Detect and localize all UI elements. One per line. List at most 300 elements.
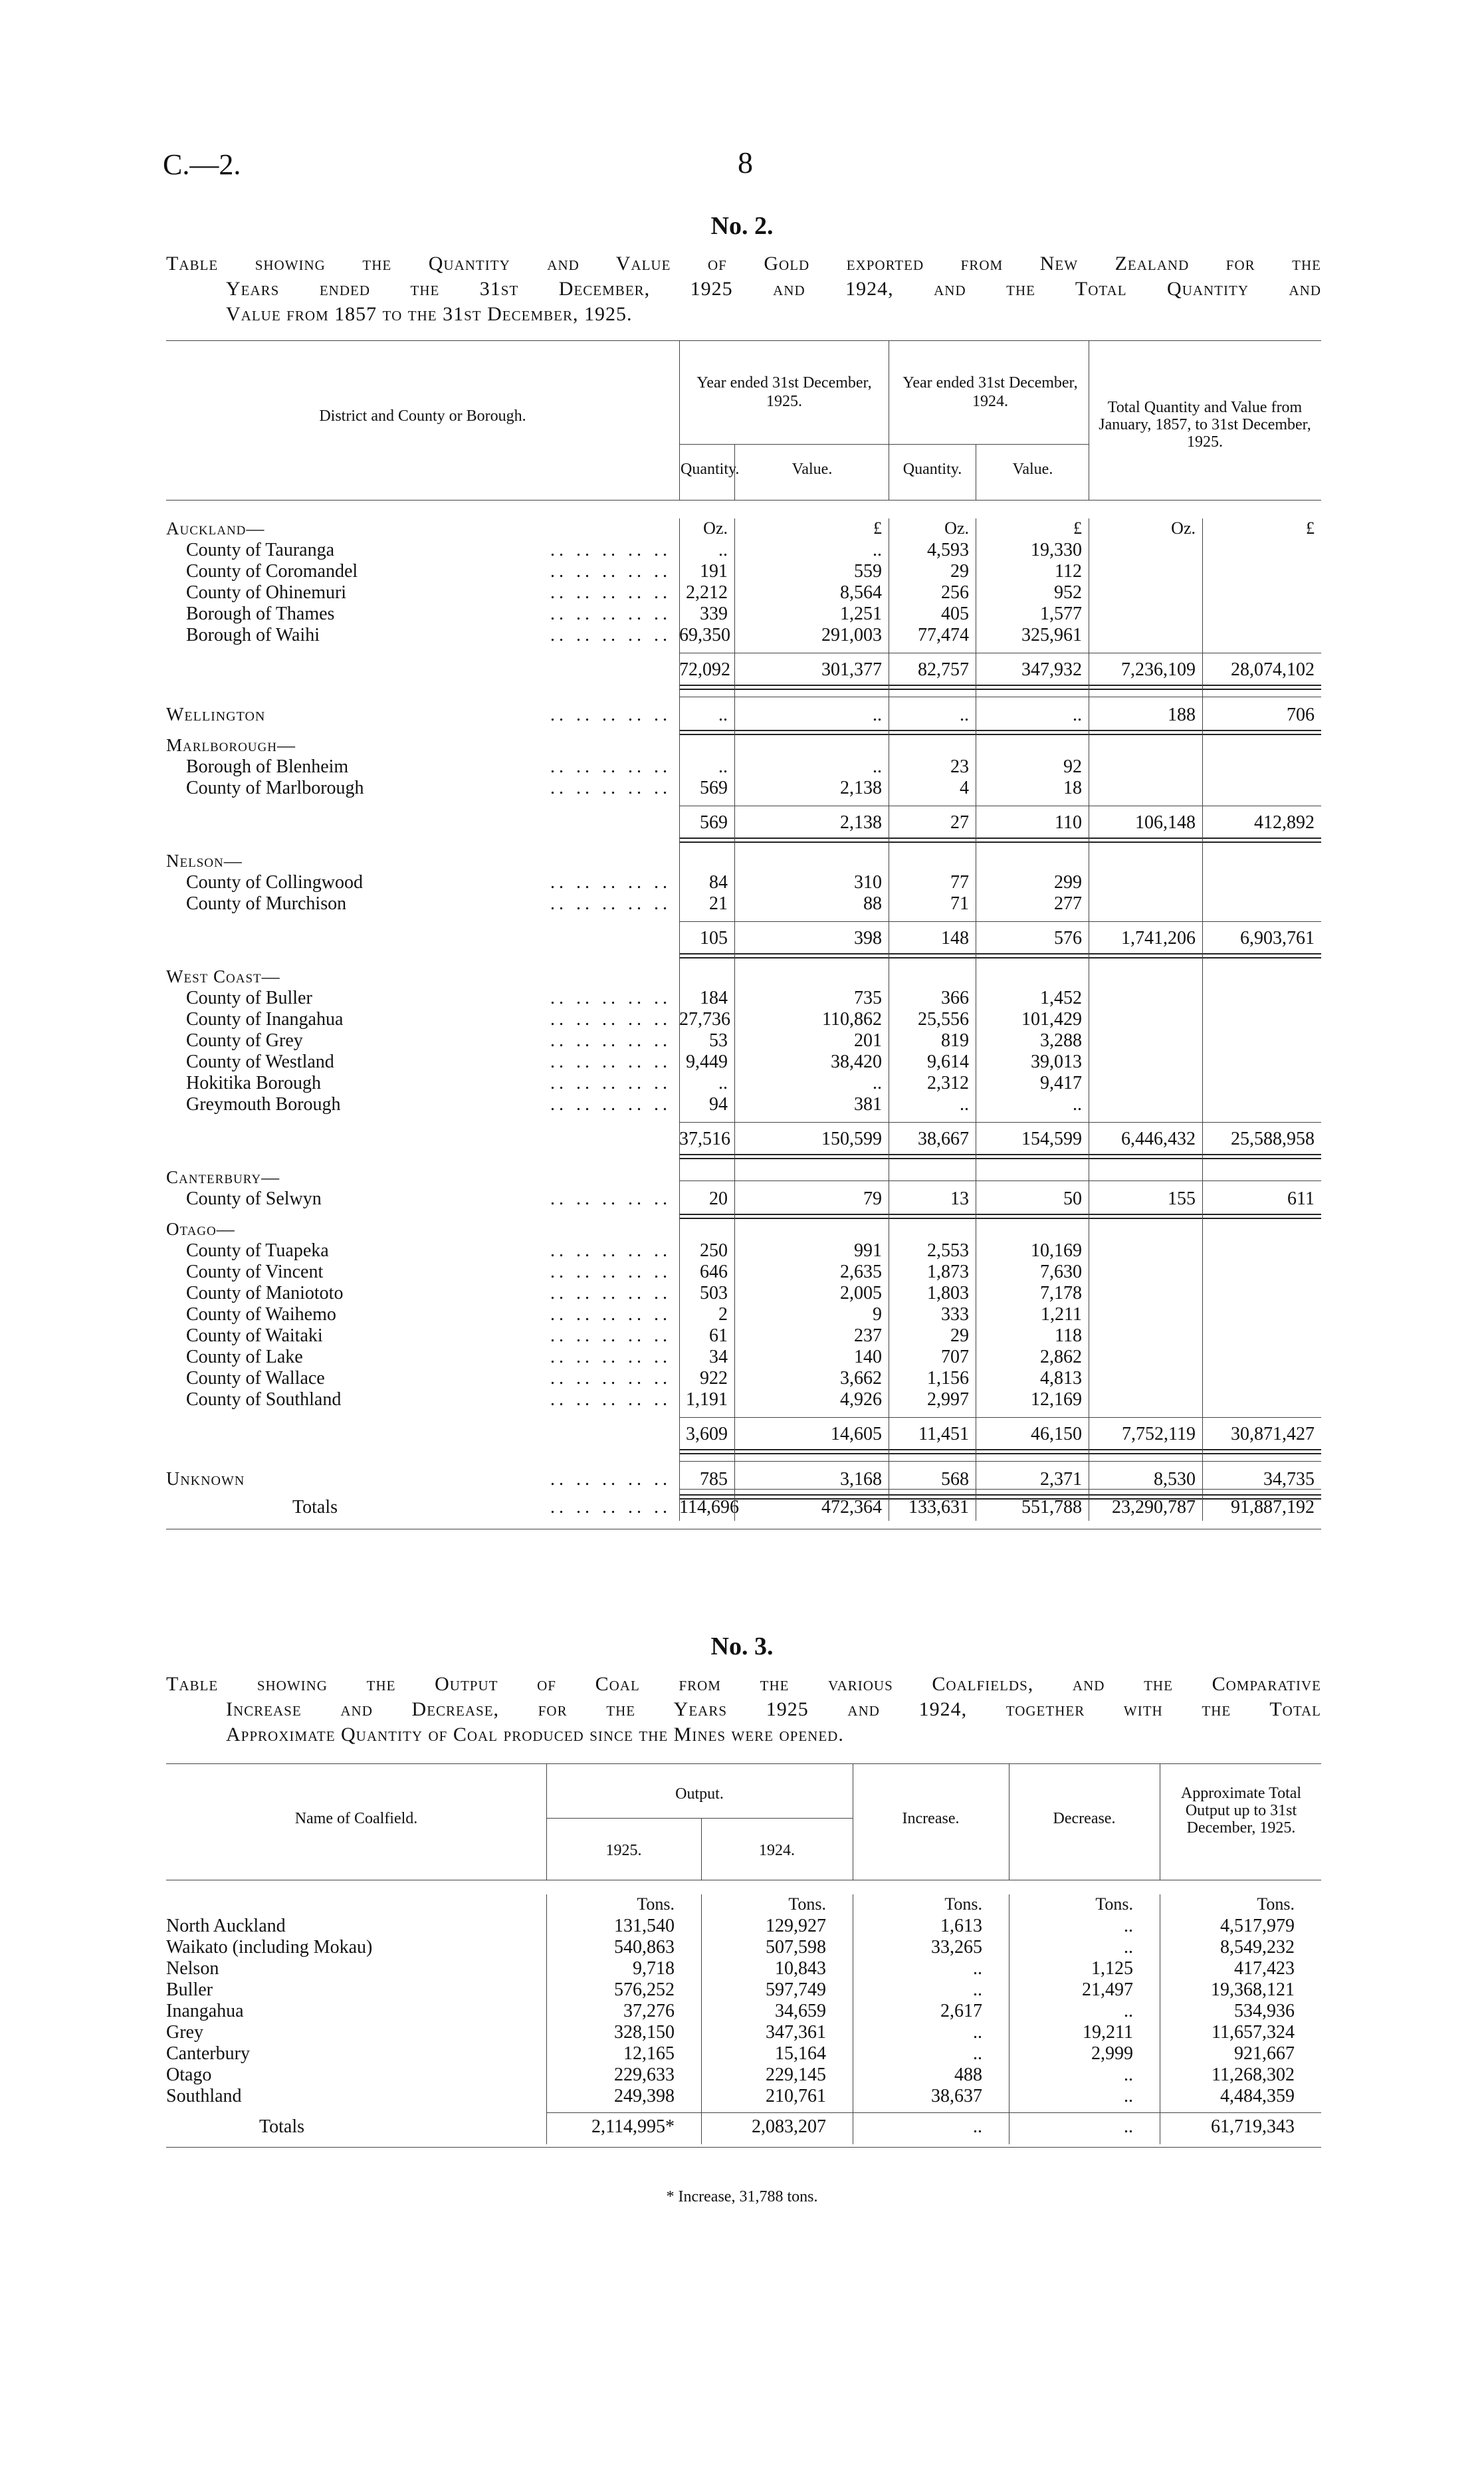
- coal-total-output: 11,268,302: [1212, 2065, 1295, 2085]
- gold-value-1924: ..: [1073, 1094, 1082, 1115]
- gold-quantity-1924: 25,556: [918, 1009, 969, 1030]
- coalfield-name: Grey: [166, 2022, 203, 2043]
- gold-row-name: County of Grey: [186, 1030, 303, 1051]
- coal-decrease: ..: [1124, 1916, 1133, 1936]
- gold-total-quantity: 23,290,787: [1112, 1497, 1196, 1517]
- gold-value-1924: 39,013: [1031, 1052, 1082, 1072]
- gold-quantity-1925: 184: [700, 988, 728, 1008]
- gold-unit-label: £: [1306, 518, 1315, 538]
- coal-increase: 38,637: [931, 2086, 982, 2106]
- table-rule: [679, 1494, 1321, 1500]
- gold-row-name: County of Wallace: [186, 1368, 325, 1389]
- coal-output-1925: 37,276: [623, 2001, 675, 2021]
- gold-group-heading: Nelson—: [166, 851, 243, 871]
- coal-caption-line-2: Increase and Decrease, for the Years 1925 and 1924, together with the Total: [226, 1698, 1321, 1720]
- gold-value-1924: 299: [1054, 872, 1082, 893]
- coal-decrease: ..: [1124, 2086, 1133, 2106]
- leader-dots: .. .. .. .. ..: [550, 625, 671, 645]
- gold-value-1924: 112: [1055, 561, 1082, 582]
- gold-quantity-1924: 77: [950, 872, 969, 893]
- coal-increase: ..: [973, 2043, 982, 2064]
- gold-value-1925-header: Value.: [792, 461, 833, 478]
- gold-quantity-1925: 922: [700, 1368, 728, 1389]
- column-divider: [701, 1894, 702, 2144]
- coal-increase: 33,265: [931, 1937, 982, 1958]
- leader-dots: .. .. .. .. ..: [550, 540, 671, 560]
- gold-total-value: 706: [1287, 705, 1315, 725]
- gold-group-heading: Auckland—: [166, 518, 265, 538]
- leader-dots: .. .. .. .. ..: [550, 1497, 671, 1517]
- coalfield-name: Otago: [166, 2065, 212, 2085]
- gold-row-name: Totals: [292, 1497, 338, 1517]
- gold-subtotal-quantity-1924: 148: [941, 928, 969, 949]
- coal-total-output: 534,936: [1234, 2001, 1295, 2021]
- gold-group-heading: Canterbury—: [166, 1167, 280, 1187]
- coal-top-rule: [166, 1763, 1321, 1764]
- gold-value-1924: 7,178: [1040, 1283, 1082, 1303]
- gold-value-1925: 8,564: [840, 582, 882, 603]
- gold-quantity-1924-header: Quantity.: [902, 461, 962, 478]
- gold-subtotal-total-value: 28,074,102: [1231, 659, 1315, 680]
- table-rule: [679, 1489, 1321, 1490]
- gold-value-1925: 79: [863, 1188, 882, 1209]
- gold-row-name: County of Westland: [186, 1052, 334, 1072]
- coal-total-1925: 2,114,995*: [591, 2116, 675, 2137]
- leader-dots: .. .. .. .. ..: [550, 1009, 671, 1030]
- coal-increase: 1,613: [940, 1916, 982, 1936]
- gold-header-bottom-rule: [166, 500, 1321, 501]
- coal-output-1924: 34,659: [775, 2001, 826, 2021]
- gold-value-1924: 952: [1054, 582, 1082, 603]
- gold-quantity-1924: 333: [941, 1304, 969, 1325]
- gold-row-name: County of Marlborough: [186, 778, 364, 798]
- gold-value-1925: 110,862: [822, 1009, 882, 1030]
- gold-quantity-1925: 250: [700, 1240, 728, 1261]
- coal-total-1924: 2,083,207: [752, 2116, 826, 2137]
- coal-output-header: Output.: [675, 1785, 724, 1803]
- gold-unit-label: £: [1073, 518, 1082, 538]
- coal-decrease: ..: [1124, 2065, 1133, 2085]
- gold-quantity-1924: ..: [960, 705, 969, 725]
- coal-decrease: ..: [1124, 1937, 1133, 1958]
- gold-subtotal-value-1924: 46,150: [1031, 1424, 1082, 1444]
- gold-quantity-1924: 2,997: [927, 1389, 969, 1410]
- gold-row-name: County of Buller: [186, 988, 312, 1008]
- coal-total-header: Approximate Total Output up to 31st December, 1925.: [1180, 1785, 1302, 1837]
- gold-quantity-1925: 339: [700, 604, 728, 624]
- leader-dots: .. .. .. .. ..: [550, 988, 671, 1008]
- gold-row-name: County of Vincent: [186, 1262, 324, 1282]
- gold-row-name: Greymouth Borough: [186, 1094, 341, 1115]
- column-divider: [1202, 518, 1203, 1521]
- table-rule: [679, 1461, 1321, 1462]
- gold-value-1924: 1,211: [1041, 1304, 1082, 1325]
- gold-value-1924: 9,417: [1040, 1073, 1082, 1093]
- gold-row-name: County of Waihemo: [186, 1304, 336, 1325]
- gold-value-1925: 1,251: [840, 604, 882, 624]
- gold-quantity-1924: 1,873: [927, 1262, 969, 1282]
- gold-value-1925: 991: [854, 1240, 882, 1261]
- coal-total-increase: ..: [973, 2116, 982, 2137]
- gold-quantity-1924: 819: [941, 1030, 969, 1051]
- coal-unit-label: Tons.: [1095, 1894, 1133, 1914]
- leader-dots: .. .. .. .. ..: [550, 1283, 671, 1303]
- gold-total-quantity: 8,530: [1154, 1469, 1196, 1490]
- coal-bottom-rule: [166, 2147, 1321, 2148]
- gold-value-1925: 310: [854, 872, 882, 893]
- gold-value-1924: 12,169: [1031, 1389, 1082, 1410]
- gold-caption-line-1: Table showing the Quantity and Value of Gold exported from New Zealand for the: [166, 253, 1321, 275]
- gold-quantity-1925: 94: [709, 1094, 728, 1115]
- gold-row-name: County of Ohinemuri: [186, 582, 347, 603]
- gold-value-1925: 559: [854, 561, 882, 582]
- gold-value-1924: 10,169: [1031, 1240, 1082, 1261]
- gold-subtotal-total-quantity: 7,236,109: [1121, 659, 1196, 680]
- page-reference: C.—2.: [163, 148, 241, 181]
- coal-output-1925: 540,863: [614, 1937, 675, 1958]
- coal-unit-label: Tons.: [1257, 1894, 1295, 1914]
- coalfield-name: Waikato (including Mokau): [166, 1937, 373, 1958]
- coal-increase: 2,617: [940, 2001, 982, 2021]
- gold-row-name: Borough of Blenheim: [186, 756, 349, 777]
- gold-total-value: 611: [1287, 1188, 1315, 1209]
- coal-output-1924: 507,598: [766, 1937, 826, 1958]
- gold-quantity-1925: 503: [700, 1283, 728, 1303]
- table-rule: [679, 1122, 1321, 1123]
- gold-quantity-1924: 707: [941, 1347, 969, 1367]
- coal-output-1925: 12,165: [623, 2043, 675, 2064]
- gold-subtotal-total-value: 6,903,761: [1240, 928, 1315, 949]
- gold-subtotal-total-quantity: 6,446,432: [1121, 1129, 1196, 1149]
- gold-1924-header: Year ended 31st December, 1924.: [902, 374, 1078, 410]
- gold-quantity-1925: ..: [718, 756, 728, 777]
- gold-quantity-1924: 366: [941, 988, 969, 1008]
- gold-value-1925: ..: [873, 540, 882, 560]
- gold-total-quantity: 155: [1168, 1188, 1196, 1209]
- coal-output-1924: 597,749: [766, 1979, 826, 2000]
- gold-value-1925: 140: [854, 1347, 882, 1367]
- divider: [546, 1818, 853, 1819]
- gold-value-1925: ..: [873, 756, 882, 777]
- coal-increase: ..: [973, 2022, 982, 2043]
- gold-quantity-1924: 4: [960, 778, 969, 798]
- gold-caption-line-3: Value from 1857 to the 31st December, 1925.: [226, 303, 633, 325]
- gold-subtotal-total-value: 412,892: [1254, 812, 1315, 833]
- coal-unit-label: Tons.: [788, 1894, 826, 1914]
- gold-value-1925: 381: [854, 1094, 882, 1115]
- leader-dots: .. .. .. .. ..: [550, 1052, 671, 1072]
- gold-quantity-1924: 4,593: [927, 540, 969, 560]
- gold-value-1925: 2,635: [840, 1262, 882, 1282]
- gold-value-1925: 9: [873, 1304, 882, 1325]
- gold-quantity-1925: 69,350: [679, 625, 730, 645]
- gold-subtotal-quantity-1924: 82,757: [918, 659, 969, 680]
- coal-unit-label: Tons.: [637, 1894, 675, 1914]
- table-rule: [679, 730, 1321, 735]
- leader-dots: .. .. .. .. ..: [550, 1094, 671, 1115]
- coal-total-output: 19,368,121: [1211, 1979, 1295, 2000]
- gold-quantity-1924: 133,631: [908, 1497, 969, 1517]
- gold-value-1925: ..: [873, 705, 882, 725]
- gold-quantity-1924: 1,803: [927, 1283, 969, 1303]
- gold-value-1924: 92: [1063, 756, 1082, 777]
- gold-value-1924: 2,371: [1040, 1469, 1082, 1490]
- column-divider: [679, 518, 680, 1521]
- gold-value-1924: 1,452: [1040, 988, 1082, 1008]
- gold-quantity-1925: 53: [709, 1030, 728, 1051]
- gold-value-1924-header: Value.: [1012, 461, 1053, 478]
- gold-subtotal-value-1924: 576: [1054, 928, 1082, 949]
- gold-value-1924: 3,288: [1040, 1030, 1082, 1051]
- gold-row-name: Borough of Waihi: [186, 625, 320, 645]
- gold-subtotal-total-quantity: 1,741,206: [1121, 928, 1196, 949]
- gold-subtotal-total-value: 25,588,958: [1231, 1129, 1315, 1149]
- coal-caption-line-3: Approximate Quantity of Coal produced since the Mines were opened.: [226, 1724, 844, 1745]
- gold-value-1925: 3,662: [840, 1368, 882, 1389]
- gold-group-heading: Otago—: [166, 1219, 235, 1239]
- gold-value-1925: 237: [854, 1325, 882, 1346]
- table-rule: [679, 1214, 1321, 1219]
- leader-dots: .. .. .. .. ..: [550, 893, 671, 914]
- leader-dots: .. .. .. .. ..: [550, 561, 671, 582]
- gold-quantity-1925: ..: [718, 705, 728, 725]
- coalfield-name: Nelson: [166, 1958, 219, 1979]
- coal-output-1925: 249,398: [614, 2086, 675, 2106]
- gold-subtotal-quantity-1924: 11,451: [918, 1424, 969, 1444]
- gold-value-1924: 2,862: [1040, 1347, 1082, 1367]
- coalfield-name: Inangahua: [166, 2001, 244, 2021]
- gold-quantity-1925: 9,449: [686, 1052, 728, 1072]
- gold-total-quantity: 188: [1168, 705, 1196, 725]
- coal-name-header: Name of Coalfield.: [294, 1810, 418, 1827]
- gold-row-name: County of Waitaki: [186, 1325, 323, 1346]
- leader-dots: .. .. .. .. ..: [550, 778, 671, 798]
- table-rule: [679, 1180, 1321, 1181]
- gold-subtotal-quantity-1925: 3,609: [686, 1424, 728, 1444]
- leader-dots: .. .. .. .. ..: [550, 1188, 671, 1209]
- gold-row-name: County of Lake: [186, 1347, 303, 1367]
- gold-value-1924: 18: [1063, 778, 1082, 798]
- gold-value-1925: 2,005: [840, 1283, 882, 1303]
- gold-unit-label: Oz.: [944, 518, 969, 538]
- coal-total-output: 8,549,232: [1220, 1937, 1295, 1958]
- gold-quantity-1925: 61: [709, 1325, 728, 1346]
- gold-quantity-1925: 84: [709, 872, 728, 893]
- coalfield-name: Southland: [166, 2086, 242, 2106]
- coal-total-output: 4,517,979: [1220, 1916, 1295, 1936]
- gold-row-name: Hokitika Borough: [186, 1073, 321, 1093]
- coal-footnote: * Increase, 31,788 tons.: [666, 2188, 818, 2205]
- gold-quantity-1925: 114,696: [679, 1497, 739, 1517]
- gold-quantity-1924: 29: [950, 561, 969, 582]
- gold-row-name: County of Tuapeka: [186, 1240, 329, 1261]
- coal-1925-header: 1925.: [605, 1842, 642, 1859]
- coal-decrease: 19,211: [1083, 2022, 1133, 2043]
- coal-increase: ..: [973, 1958, 982, 1979]
- page-number: 8: [738, 146, 753, 179]
- leader-dots: .. .. .. .. ..: [550, 582, 671, 603]
- divider: [679, 444, 1089, 445]
- coal-output-1925: 9,718: [633, 1958, 675, 1979]
- gold-quantity-1924: 256: [941, 582, 969, 603]
- gold-subtotal-total-quantity: 7,752,119: [1122, 1424, 1196, 1444]
- coal-unit-label: Tons.: [944, 1894, 982, 1914]
- gold-quantity-1924: 1,156: [927, 1368, 969, 1389]
- gold-value-1924: 50: [1063, 1188, 1082, 1209]
- gold-subtotal-quantity-1925: 105: [700, 928, 728, 949]
- coal-output-1925: 131,540: [614, 1916, 675, 1936]
- divider: [679, 340, 680, 500]
- gold-row-name: Borough of Thames: [186, 604, 335, 624]
- gold-quantity-1924: 77,474: [918, 625, 969, 645]
- gold-value-1924: 277: [1054, 893, 1082, 914]
- coal-total-output: 921,667: [1234, 2043, 1295, 2064]
- gold-table-number: No. 2.: [710, 212, 774, 240]
- gold-row-name: County of Selwyn: [186, 1188, 322, 1209]
- leader-dots: .. .. .. .. ..: [550, 1304, 671, 1325]
- gold-row-name: Wellington: [166, 705, 266, 725]
- table-rule: [679, 1449, 1321, 1454]
- gold-quantity-1924: 23: [950, 756, 969, 777]
- gold-quantity-1925: 21: [709, 893, 728, 914]
- leader-dots: .. .. .. .. ..: [550, 1469, 671, 1490]
- gold-quantity-1925: 2,212: [686, 582, 728, 603]
- coal-increase: 488: [954, 2065, 982, 2085]
- gold-total-value: 91,887,192: [1231, 1497, 1315, 1517]
- gold-group-heading: West Coast—: [166, 966, 280, 986]
- coal-output-1924: 229,145: [766, 2065, 826, 2085]
- gold-value-1925: 201: [854, 1030, 882, 1051]
- leader-dots: .. .. .. .. ..: [550, 756, 671, 777]
- gold-total-value: 34,735: [1263, 1469, 1315, 1490]
- coal-output-1925: 576,252: [614, 1979, 675, 2000]
- coal-output-1924: 129,927: [766, 1916, 826, 1936]
- gold-value-1925: ..: [873, 1073, 882, 1093]
- gold-unit-label: £: [873, 518, 882, 538]
- gold-subtotal-value-1924: 347,932: [1021, 659, 1082, 680]
- column-divider: [734, 518, 735, 1521]
- gold-subtotal-total-quantity: 106,148: [1135, 812, 1196, 833]
- gold-district-header: District and County or Borough.: [319, 407, 526, 425]
- table-rule: [679, 685, 1321, 690]
- gold-value-1925: 2,138: [840, 778, 882, 798]
- coal-decrease: 21,497: [1082, 1979, 1133, 2000]
- gold-quantity-1925: 1,191: [686, 1389, 728, 1410]
- coal-decrease: 2,999: [1091, 2043, 1133, 2064]
- gold-value-1924: 325,961: [1021, 625, 1082, 645]
- gold-quantity-1924: 29: [950, 1325, 969, 1346]
- table-rule: [679, 838, 1321, 843]
- coal-table-caption: [166, 1672, 1321, 1747]
- gold-subtotal-quantity-1925: 37,516: [679, 1129, 730, 1149]
- gold-quantity-1924: 2,553: [927, 1240, 969, 1261]
- coal-totals-label: Totals: [259, 2116, 305, 2137]
- gold-quantity-1925-header: Quantity.: [681, 461, 740, 478]
- coalfield-name: Buller: [166, 1979, 213, 2000]
- gold-quantity-1924: 71: [950, 893, 969, 914]
- gold-1925-header: Year ended 31st December, 1925.: [696, 374, 872, 410]
- leader-dots: .. .. .. .. ..: [550, 1073, 671, 1093]
- gold-quantity-1925: ..: [718, 540, 728, 560]
- column-divider: [546, 1894, 547, 2144]
- gold-subtotal-value-1925: 301,377: [821, 659, 882, 680]
- gold-top-rule: [166, 340, 1321, 341]
- gold-value-1925: 4,926: [840, 1389, 882, 1410]
- coal-total-approx: 61,719,343: [1211, 2116, 1295, 2137]
- gold-caption-line-2: Years ended the 31st December, 1925 and 1924, and the Total Quantity and: [226, 278, 1321, 300]
- gold-unit-label: Oz.: [703, 518, 728, 538]
- gold-value-1925: 472,364: [821, 1497, 882, 1517]
- gold-row-name: County of Southland: [186, 1389, 342, 1410]
- gold-subtotal-value-1925: 150,599: [821, 1129, 882, 1149]
- gold-subtotal-quantity-1924: 27: [950, 812, 969, 833]
- gold-subtotal-value-1925: 14,605: [831, 1424, 882, 1444]
- coal-table-number: No. 3.: [710, 1632, 774, 1660]
- gold-quantity-1925: ..: [718, 1073, 728, 1093]
- gold-row-name: County of Collingwood: [186, 872, 364, 893]
- coal-caption-line-1: Table showing the Output of Coal from the various Coalfields, and the Comparative: [166, 1673, 1321, 1695]
- leader-dots: .. .. .. .. ..: [550, 872, 671, 893]
- gold-value-1924: 118: [1055, 1325, 1082, 1346]
- table-rule: [679, 953, 1321, 958]
- table-rule: [679, 1417, 1321, 1418]
- gold-row-name: County of Murchison: [186, 893, 347, 914]
- gold-value-1924: 4,813: [1040, 1368, 1082, 1389]
- gold-value-1924: 1,577: [1040, 604, 1082, 624]
- leader-dots: .. .. .. .. ..: [550, 1389, 671, 1410]
- gold-quantity-1925: 34: [709, 1347, 728, 1367]
- gold-unit-label: Oz.: [1171, 518, 1196, 538]
- coalfield-name: Canterbury: [166, 2043, 250, 2064]
- coal-total-output: 4,484,359: [1220, 2086, 1295, 2106]
- leader-dots: .. .. .. .. ..: [550, 705, 671, 725]
- gold-row-name: County of Inangahua: [186, 1009, 344, 1030]
- gold-value-1924: 551,788: [1021, 1497, 1082, 1517]
- leader-dots: .. .. .. .. ..: [550, 1368, 671, 1389]
- coal-increase-header: Increase.: [902, 1810, 960, 1827]
- gold-value-1924: ..: [1073, 705, 1082, 725]
- coal-increase: ..: [973, 1979, 982, 2000]
- leader-dots: .. .. .. .. ..: [550, 1325, 671, 1346]
- coal-decrease: ..: [1124, 2001, 1133, 2021]
- gold-subtotal-quantity-1925: 569: [700, 812, 728, 833]
- coal-output-1924: 10,843: [775, 1958, 826, 1979]
- gold-quantity-1924: 13: [950, 1188, 969, 1209]
- gold-value-1924: 101,429: [1021, 1009, 1082, 1030]
- gold-row-name: County of Maniototo: [186, 1283, 344, 1303]
- gold-subtotal-value-1925: 398: [854, 928, 882, 949]
- gold-value-1924: 19,330: [1031, 540, 1082, 560]
- gold-row-name: County of Coromandel: [186, 561, 358, 582]
- gold-value-1925: 3,168: [840, 1469, 882, 1490]
- gold-value-1925: 38,420: [831, 1052, 882, 1072]
- gold-quantity-1924: ..: [960, 1094, 969, 1115]
- gold-quantity-1925: 20: [709, 1188, 728, 1209]
- leader-dots: .. .. .. .. ..: [550, 1262, 671, 1282]
- gold-quantity-1925: 2: [718, 1304, 728, 1325]
- gold-subtotal-value-1924: 110: [1055, 812, 1082, 833]
- gold-value-1925: 88: [863, 893, 882, 914]
- gold-quantity-1924: 568: [941, 1469, 969, 1490]
- coal-total-decrease: ..: [1124, 2116, 1133, 2137]
- table-rule: [679, 1154, 1321, 1159]
- coalfield-name: North Auckland: [166, 1916, 286, 1936]
- gold-subtotal-quantity-1924: 38,667: [918, 1129, 969, 1149]
- coal-totals-rule: [546, 2112, 1321, 2113]
- leader-dots: .. .. .. .. ..: [550, 1030, 671, 1051]
- gold-quantity-1925: 569: [700, 778, 728, 798]
- gold-quantity-1924: 9,614: [927, 1052, 969, 1072]
